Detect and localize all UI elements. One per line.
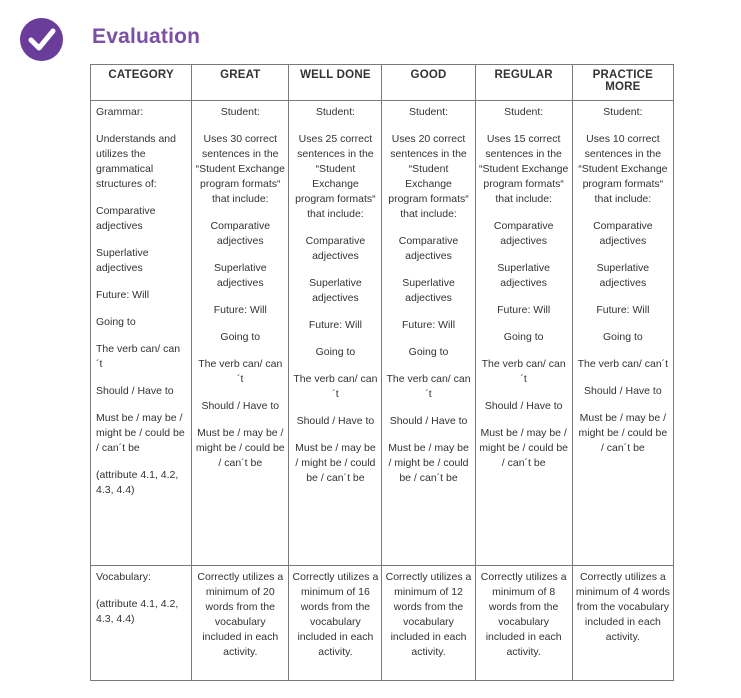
cell-line: Correctly utilizes a minimum of 12 words from the vocabulary included in each activity.	[385, 571, 472, 658]
cell-line: Comparative adjectives	[305, 235, 366, 262]
cell-line: (attribute 4.1, 4.2, 4.3, 4.4)	[96, 598, 179, 625]
cell-line: Student:	[408, 106, 449, 118]
cell-line: Uses 10 correct sentences in the “Student Exchange program formats“ that include:	[578, 133, 668, 205]
cell-line: Going to	[603, 331, 643, 343]
cell-line: Must be / may be / might be / could be / can´t be	[578, 412, 668, 454]
cell-line: Must be / may be / might be / could be / can´t be	[479, 427, 569, 469]
cell-line: Should / Have to	[389, 415, 468, 427]
cell-line: Going to	[220, 331, 261, 343]
vocabulary-good-cell	[382, 566, 475, 681]
cell-line: Should / Have to	[484, 400, 563, 412]
cell-line: Student:	[603, 106, 643, 118]
cell-line: The verb can/ can´t	[96, 343, 181, 370]
cell-line: Should / Have to	[584, 385, 662, 397]
cell-line: Going to	[315, 346, 356, 358]
vocabulary-practice-more-cell	[572, 566, 673, 681]
cell-line: Uses 20 correct sentences in the “Student Exchange program formats“ that include:	[388, 133, 469, 220]
vocabulary-well-done-cell	[289, 566, 382, 681]
cell-line: Student:	[220, 106, 260, 118]
cell-line: Should / Have to	[96, 385, 174, 397]
cell-line: Uses 30 correct sentences in the “Student Exchange program formats“ that include:	[195, 133, 285, 205]
cell-line: Vocabulary:	[96, 571, 151, 583]
cell-line: The verb can/ can´t	[198, 358, 283, 385]
cell-line: Going to	[96, 316, 136, 328]
table-header-row	[91, 65, 674, 101]
header-well-done: WELL DONE	[289, 65, 382, 101]
cell-line: Comparative adjectives	[593, 220, 653, 247]
page-title: Evaluation	[92, 25, 201, 48]
cell-line: Grammar:	[96, 106, 144, 118]
cell-line: Should / Have to	[201, 400, 280, 412]
cell-line: Must be / may be / might be / could be / can´t be	[295, 442, 376, 484]
header-good: GOOD	[382, 65, 475, 101]
vocabulary-great-cell	[192, 566, 289, 681]
grammar-practice-more-cell	[572, 101, 673, 566]
check-circle-icon	[20, 18, 63, 61]
evaluation-rubric-table	[90, 64, 674, 681]
cell-line: Uses 15 correct sentences in the “Student Exchange program formats“ that include:	[479, 133, 569, 205]
cell-line: Comparative adjectives	[210, 220, 271, 247]
header-category: CATEGORY	[91, 65, 192, 101]
cell-line: The verb can/ can´t	[481, 358, 566, 385]
header-practice-more: PRACTICE MORE	[572, 65, 673, 101]
cell-line: Correctly utilizes a minimum of 8 words from the vocabulary included in each activity.	[480, 571, 567, 658]
grammar-good-cell	[382, 101, 475, 566]
cell-line: The verb can/ can´t	[293, 373, 378, 400]
cell-line: Superlative adjectives	[596, 262, 650, 289]
cell-line: Correctly utilizes a minimum of 20 words from the vocabulary included in each activity.	[197, 571, 284, 658]
vocabulary-category-cell	[91, 566, 192, 681]
grammar-well-done-cell	[289, 101, 382, 566]
grammar-great-cell	[192, 101, 289, 566]
cell-line: Future: Will	[213, 304, 267, 316]
cell-line: Superlative adjectives	[214, 262, 267, 289]
table-row	[91, 566, 674, 681]
cell-line: Future: Will	[497, 304, 551, 316]
cell-line: (attribute 4.1, 4.2, 4.3, 4.4)	[96, 469, 179, 496]
cell-line: Comparative adjectives	[96, 205, 156, 232]
vocabulary-regular-cell	[475, 566, 572, 681]
cell-line: Future: Will	[308, 319, 362, 331]
cell-line: Superlative adjectives	[96, 247, 149, 274]
cell-line: Correctly utilizes a minimum of 16 words from the vocabulary included in each activity.	[292, 571, 379, 658]
grammar-category-cell	[91, 101, 192, 566]
cell-line: Going to	[408, 346, 449, 358]
cell-line: Future: Will	[596, 304, 650, 316]
header-regular: REGULAR	[475, 65, 572, 101]
cell-line: Future: Will	[96, 289, 150, 301]
grammar-regular-cell	[475, 101, 572, 566]
cell-line: Superlative adjectives	[402, 277, 455, 304]
cell-line: Superlative adjectives	[497, 262, 550, 289]
cell-line: Student:	[315, 106, 355, 118]
cell-line: Student:	[504, 106, 544, 118]
cell-line: Comparative adjectives	[398, 235, 459, 262]
cell-line: Future: Will	[401, 319, 456, 331]
cell-line: Understands and utilizes the grammatical structures of:	[96, 133, 176, 190]
cell-line: The verb can/ can´t	[386, 373, 471, 400]
cell-line: Superlative adjectives	[309, 277, 362, 304]
table-row	[91, 101, 674, 566]
cell-line: Correctly utilizes a minimum of 4 words from the vocabulary included in each activity.	[575, 571, 670, 643]
cell-line: Going to	[503, 331, 544, 343]
cell-line: Must be / may be / might be / could be / can´t be	[195, 427, 285, 469]
cell-line: Must be / may be / might be / could be / can´t be	[388, 442, 469, 484]
cell-line: Must be / may be / might be / could be / can´t be	[96, 412, 185, 454]
header-great: GREAT	[192, 65, 289, 101]
cell-line: Should / Have to	[296, 415, 375, 427]
cell-line: Uses 25 correct sentences in the “Student Exchange program formats“ that include:	[295, 133, 376, 220]
cell-line: Comparative adjectives	[493, 220, 554, 247]
cell-line: The verb can/ can´t	[577, 358, 669, 370]
